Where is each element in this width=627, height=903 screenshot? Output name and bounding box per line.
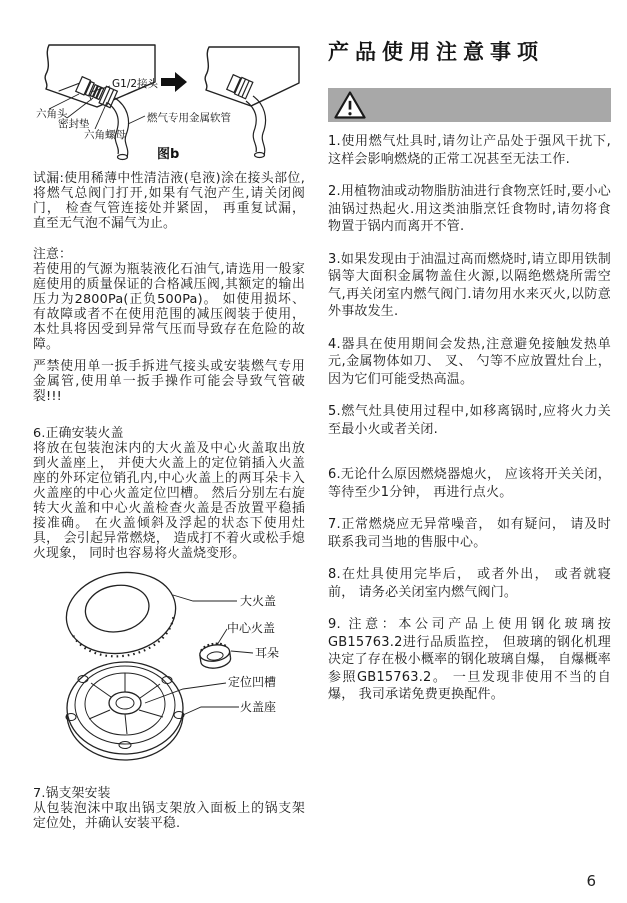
- page-number: 6: [586, 872, 596, 890]
- notice-item-2: 2.用植物油或动物脂肪油进行食物烹饪时,要小心油锅过热起火.用这类油脂烹饪食物时,请勿将食物置于锅内而离开不管.: [328, 184, 611, 234]
- burner-label-groove: 定位凹槽: [228, 675, 277, 689]
- figb-label-hex-head: 六角头: [36, 108, 68, 120]
- figb-label-gasket: 密封垫: [58, 118, 90, 130]
- notice-item-1: 1.使用燃气灶具时,请勿让产品处于强风干扰下,这样会影响燃烧的正常工况甚至无法工作.: [328, 134, 611, 167]
- paragraph-wrench-warning: 严禁使用单一扳手拆进气接头或安装燃气专用金属管,使用单一扳手操作可能会导致气管破裂!!!: [33, 359, 305, 404]
- burner-cap-figure: [33, 567, 305, 782]
- right-column: [328, 38, 611, 704]
- notice-item-6: 6.无论什么原因燃烧器熄火， 应该将开关关闭， 等待至少1分钟， 再进行点火。: [328, 467, 611, 500]
- note-body: 若使用的气源为瓶装液化石油气,请选用一般家庭使用的质量保证的合格减压阀,其额定的输出压力为2800Pa(正负500Pa)。 如使用损坏、 有故障或者不在使用范围的减压阀装于使用， 本灶具将因受到异常气压而导致存在危险的故障。: [33, 262, 305, 352]
- figb-caption: 图b: [157, 147, 180, 162]
- burner-label-ears: 耳朵: [255, 646, 280, 660]
- warning-band: [328, 88, 611, 122]
- notice-item-4: 4.器具在使用期间会发热,注意避免接触发热单元,金属物体如刀、 叉、 勺等不应放置灶台上， 因为它们可能受热高温。: [328, 336, 611, 387]
- paragraph-leak-test: 试漏:使用稀薄中性清洁液(皂液)涂在接头部位,将燃气总阀门打开,如果有气泡产生,请关闭阀门， 检查气管连接处并紧固， 再重复试漏， 直至无气泡不漏气为止。: [33, 171, 305, 231]
- notice-item-7: 7.正常燃烧应无异常噪音， 如有疑问， 请及时联系我司当地的售服中心。: [328, 517, 611, 550]
- burner-label-cap-seat: 火盖座: [240, 700, 277, 714]
- figure-b: [33, 40, 305, 168]
- notice-item-5: 5.燃气灶具使用过程中,如移离锅时,应将火力关至最小火或者关闭.: [328, 404, 611, 437]
- notice-item-9: 9. 注意：本公司产品上使用钢化玻璃按GB15763.2进行品质监控， 但玻璃的钢化机理决定了存在极小概率的钢化玻璃自爆， 自爆概率参照GB15763.2。 一旦发现非使用不当的自爆， 我司承诺免费更换配件。: [328, 617, 611, 702]
- burner-label-center-cap: 中心火盖: [227, 621, 276, 635]
- notice-item-3: 3.如果发现由于油温过高而燃烧时,请立即用铁制锅等大面积金属物盖住火源,以隔绝燃烧所需空气,再关闭室内燃气阀门.请勿用水来灭火,以防意外事故发生.: [328, 251, 611, 319]
- notice-list: [328, 133, 611, 704]
- section6-body: 将放在包装泡沫内的大火盖及中心火盖取出放到火盖座上， 并使大火盖上的定位销插入火盖座的外环定位销孔内,中心火盖上的两耳朵卡入火盖座的中心火盖定位凹槽。 然后分别左右旋转大火盖和中心火盖检查火盖是否放置平稳插接准确。 在火盖倾斜及浮起的状态下使用灶具， 会引起异常燃烧， 造成打不着火或松手熄火现象， 同时也容易将火盖烧变形。: [33, 441, 305, 561]
- notice-item-8: 8.在灶具使用完毕后， 或者外出， 或者就寝前， 请务必关闭室内燃气阀门。: [328, 567, 611, 600]
- arrow-right-icon: [161, 72, 187, 92]
- warning-triangle-icon: [333, 90, 367, 120]
- figb-label-hose: 燃气专用金属软管: [147, 112, 231, 124]
- page-title: 产品使用注意事项: [328, 40, 544, 64]
- burner-label-large-cap: 大火盖: [240, 594, 277, 608]
- figb-label-connector: G1/2接头: [112, 78, 159, 90]
- section7-body: 从包装泡沫中取出锅支架放入面板上的锅支架定位处，并确认安装平稳.: [33, 801, 305, 831]
- note-title: 注意：: [33, 247, 72, 262]
- section6-title: 6.正确安装火盖: [33, 426, 124, 441]
- section7-title: 7.锅支架安装: [33, 786, 111, 801]
- figb-label-hex-nut: 六角螺母: [84, 129, 126, 141]
- left-column: [33, 40, 305, 831]
